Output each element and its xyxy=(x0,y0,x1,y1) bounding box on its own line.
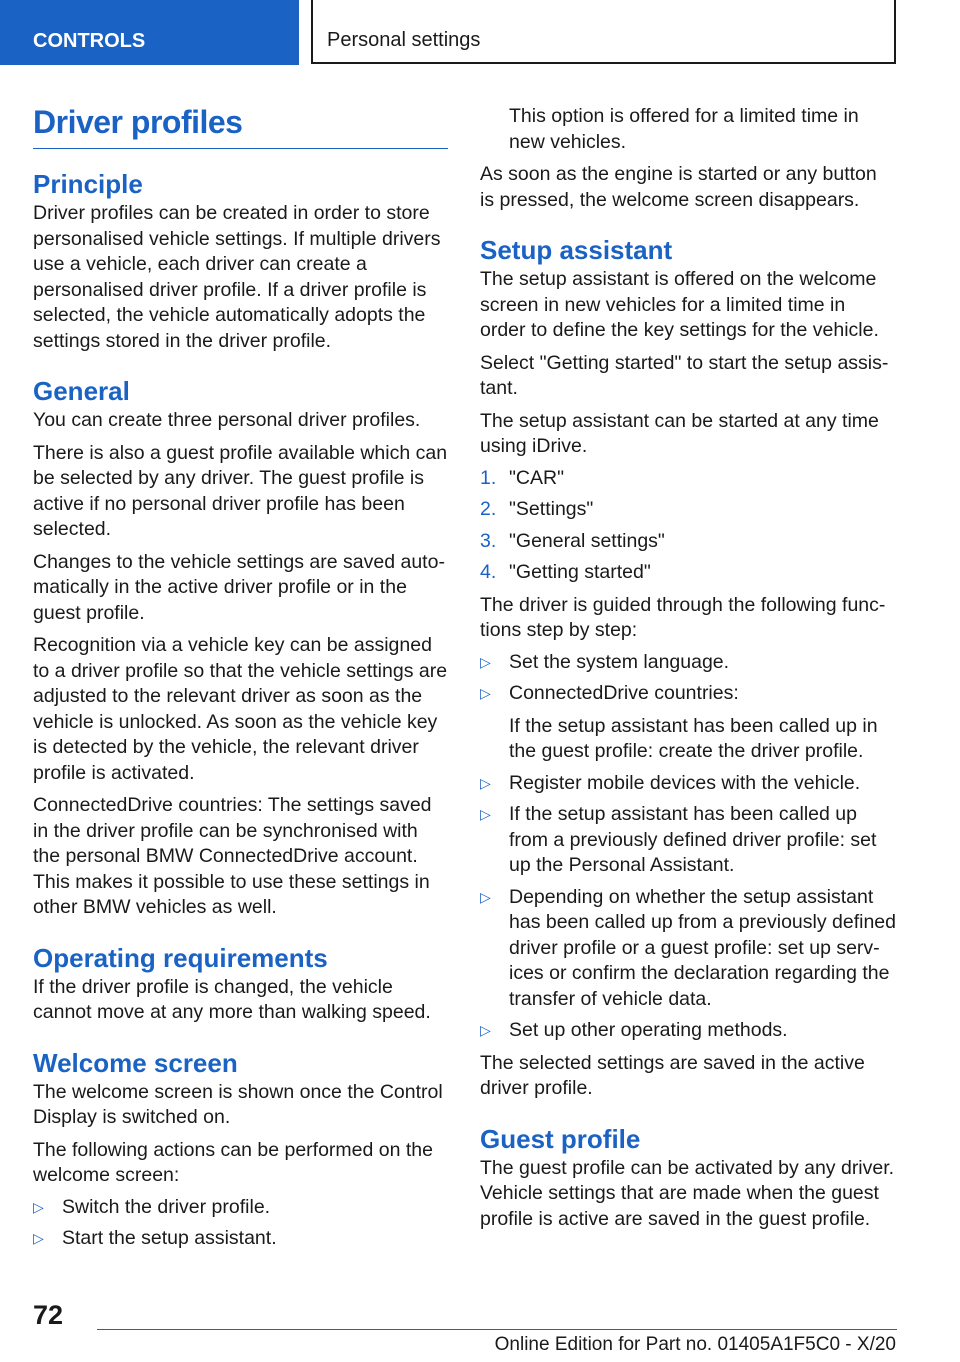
triangle-bullet-icon: ▷ xyxy=(480,806,491,822)
list-number: 4. xyxy=(480,561,497,583)
paragraph: Changes to the vehicle settings are saved automatically in the active driver profile or in the guest profile. xyxy=(33,550,445,624)
list-item-text: Set the system language. xyxy=(509,650,730,673)
list-item-text: "Getting started" xyxy=(509,561,651,583)
list-item-text: "Settings" xyxy=(509,498,594,520)
numbered-list xyxy=(480,466,896,586)
triangle-bullet-icon: ▷ xyxy=(480,653,491,670)
list-number: 3. xyxy=(480,529,497,552)
list-item xyxy=(480,466,896,492)
list-item xyxy=(480,681,896,765)
footer-edition: Online Edition for Part no. 01405A1F5C0 - X/20 xyxy=(494,1334,896,1355)
list-item xyxy=(480,771,896,797)
page-number: 72 xyxy=(33,1300,64,1330)
heading-principle: Principle xyxy=(33,169,143,199)
triangle-bullet-icon: ▷ xyxy=(480,888,491,905)
list-item-text: If the setup assistant has been called up from a previously defined driver profile: set up the Personal Assistant. xyxy=(509,803,877,876)
paragraph: If the driver profile is changed, the vehicle cannot move at any more than walking speed. xyxy=(33,975,431,1023)
paragraph: Select "Getting started" to start the setup assistant. xyxy=(480,351,889,399)
right-column xyxy=(480,104,896,1232)
bullet-list xyxy=(480,650,896,1044)
list-item xyxy=(480,497,896,523)
heading-welcome-screen: Welcome screen xyxy=(33,1047,238,1078)
triangle-bullet-icon: ▷ xyxy=(480,1022,491,1038)
list-number: 1. xyxy=(480,466,497,489)
paragraph: The selected settings are saved in the active driver profile. xyxy=(480,1051,865,1099)
heading-operating-requirements: Operating requirements xyxy=(33,942,328,973)
list-item-text: Start the setup assistant. xyxy=(62,1227,277,1249)
triangle-bullet-icon: ▷ xyxy=(480,774,491,791)
paragraph: The setup assistant can be started at any time using iDrive. xyxy=(480,409,879,457)
list-item xyxy=(480,529,896,555)
paragraph: The guest profile can be activated by any driver. Vehicle settings that are made when the guest profile is active are saved in the guest profile. xyxy=(480,1156,895,1230)
page-header xyxy=(0,0,960,66)
paragraph: The welcome screen is shown once the Control Display is switched on. xyxy=(33,1080,443,1128)
list-item-text: Depending on whether the setup assistant has been called up from a previously defined driver profile or a guest profile: set up services or confirm the declaration regarding the transfer of vehicle data. xyxy=(509,885,896,1010)
list-item-text: ConnectedDrive countries: xyxy=(509,682,739,704)
list-item xyxy=(33,1226,448,1252)
paragraph: This option is offered for a limited time in new vehicles. xyxy=(509,105,859,153)
paragraph: As soon as the engine is started or any button is pressed, the welcome screen disappears. xyxy=(480,163,877,211)
footer-divider xyxy=(97,1329,897,1330)
paragraph: Driver profiles can be created in order to store personalised vehicle settings. If multiple drivers use a vehicle, each driver can create a personalised driver profile. If a driver profile is selected, the vehicle automatically adopts the settings stored in the driver profile. xyxy=(33,202,441,352)
list-item-text: "CAR" xyxy=(509,466,565,489)
triangle-bullet-icon: ▷ xyxy=(33,1230,44,1246)
list-item-text: Set up other operating methods. xyxy=(509,1019,788,1041)
list-item-text: Register mobile devices with the vehicle. xyxy=(509,771,861,794)
section-tab: CONTROLS xyxy=(0,0,299,65)
paragraph: There is also a guest profile available which can be selected by any driver. The guest profile is active if no personal driver profile has been selected. xyxy=(33,441,448,540)
paragraph: ConnectedDrive countries: The settings saved in the driver profile can be synchronised with the personal BMW ConnectedDrive account. This makes it possible to use these settings in other BMW vehicles as well. xyxy=(33,794,432,918)
list-item xyxy=(480,650,896,676)
triangle-bullet-icon: ▷ xyxy=(480,685,491,701)
paragraph: Recognition via a vehicle key can be assigned to a driver profile so that the vehicle settings are adjusted to the relevant driver as soon as the vehicle is unlocked. As soon as the vehicle key is detected by the vehicle, the relevant driver profile is activated. xyxy=(33,634,448,784)
heading-guest-profile: Guest profile xyxy=(480,1123,641,1154)
page-title: Driver profiles xyxy=(33,100,448,149)
heading-setup-assistant: Setup assistant xyxy=(480,235,673,265)
list-item xyxy=(480,560,896,586)
left-column xyxy=(33,100,448,1252)
list-item-text: Switch the driver profile. xyxy=(62,1195,271,1218)
paragraph: You can create three personal driver profiles. xyxy=(33,409,421,431)
paragraph: The following actions can be performed on the welcome screen: xyxy=(33,1138,433,1186)
list-item xyxy=(480,1018,896,1044)
list-item xyxy=(480,885,896,1013)
list-item-subtext: If the setup assistant has been called up in the guest profile: create the driver profile. xyxy=(509,714,878,762)
chapter-tab: Personal settings xyxy=(311,0,896,64)
list-item-text: "General settings" xyxy=(509,529,665,552)
bullet-list xyxy=(33,1195,448,1252)
paragraph: The driver is guided through the following functions step by step: xyxy=(480,593,886,641)
heading-general: General xyxy=(33,376,130,406)
list-item xyxy=(480,802,896,879)
triangle-bullet-icon: ▷ xyxy=(33,1198,44,1215)
list-item xyxy=(33,1195,448,1221)
paragraph: The setup assistant is offered on the welcome screen in new vehicles for a limited time in order to define the key settings for the vehicle. xyxy=(480,268,879,341)
list-number: 2. xyxy=(480,498,497,520)
